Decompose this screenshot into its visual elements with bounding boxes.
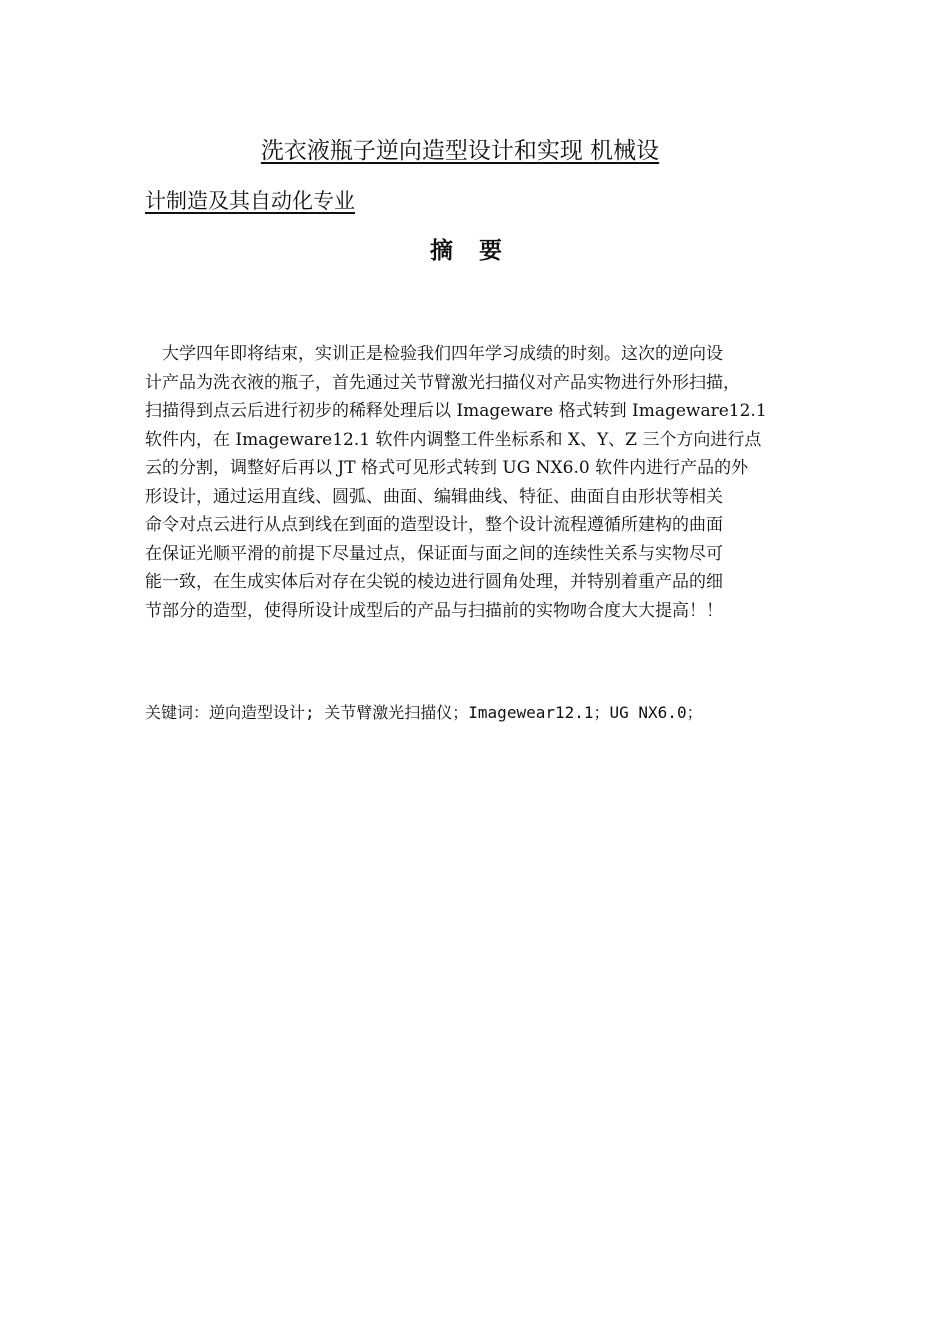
abstract-line: 节部分的造型，使得所设计成型后的产品与扫描前的实物吻合度大大提高！！ — [145, 600, 723, 621]
document-title-line-2: 计制造及其自动化专业 — [145, 189, 355, 213]
abstract-heading: 摘要 — [430, 238, 528, 264]
keywords-label: 关键词： — [145, 703, 210, 722]
abstract-line: 形设计，通过运用直线、圆弧、曲面、编辑曲线、特征、曲面自由形状等相关 — [145, 486, 723, 507]
abstract-line: 软件内，在 Imageware12.1 软件内调整工件坐标系和 X、Y、Z 三个方向进行点 — [145, 429, 762, 450]
abstract-line: 大学四年即将结束，实训正是检验我们四年学习成绩的时刻。这次的逆向设 — [162, 344, 723, 364]
abstract-body — [145, 340, 817, 625]
abstract-line: 计产品为洗衣液的瓶子，首先通过关节臂激光扫描仪对产品实物进行外形扫描， — [145, 372, 740, 393]
abstract-line: 命令对点云进行从点到线在到面的造型设计，整个设计流程遵循所建构的曲面 — [145, 515, 723, 535]
abstract-line: 云的分割，调整好后再以 JT 格式可见形式转到 UG NX6.0 软件内进行产品的外 — [145, 458, 749, 478]
keywords — [145, 700, 703, 726]
keywords-value: 逆向造型设计; 关节臂激光扫描仪；Imagewear12.1；UG NX6.0； — [209, 703, 703, 722]
document-title-line-1: 洗衣液瓶子逆向造型设计和实现 机械设 — [260, 138, 660, 164]
abstract-line: 扫描得到点云后进行初步的稀释处理后以 Imageware 格式转到 Imageware12.1 — [145, 401, 767, 421]
abstract-line: 在保证光顺平滑的前提下尽量过点，保证面与面之间的连续性关系与实物尽可 — [145, 543, 723, 564]
abstract-line: 能一致，在生成实体后对存在尖锐的棱边进行圆角处理，并特别着重产品的细 — [145, 572, 723, 592]
